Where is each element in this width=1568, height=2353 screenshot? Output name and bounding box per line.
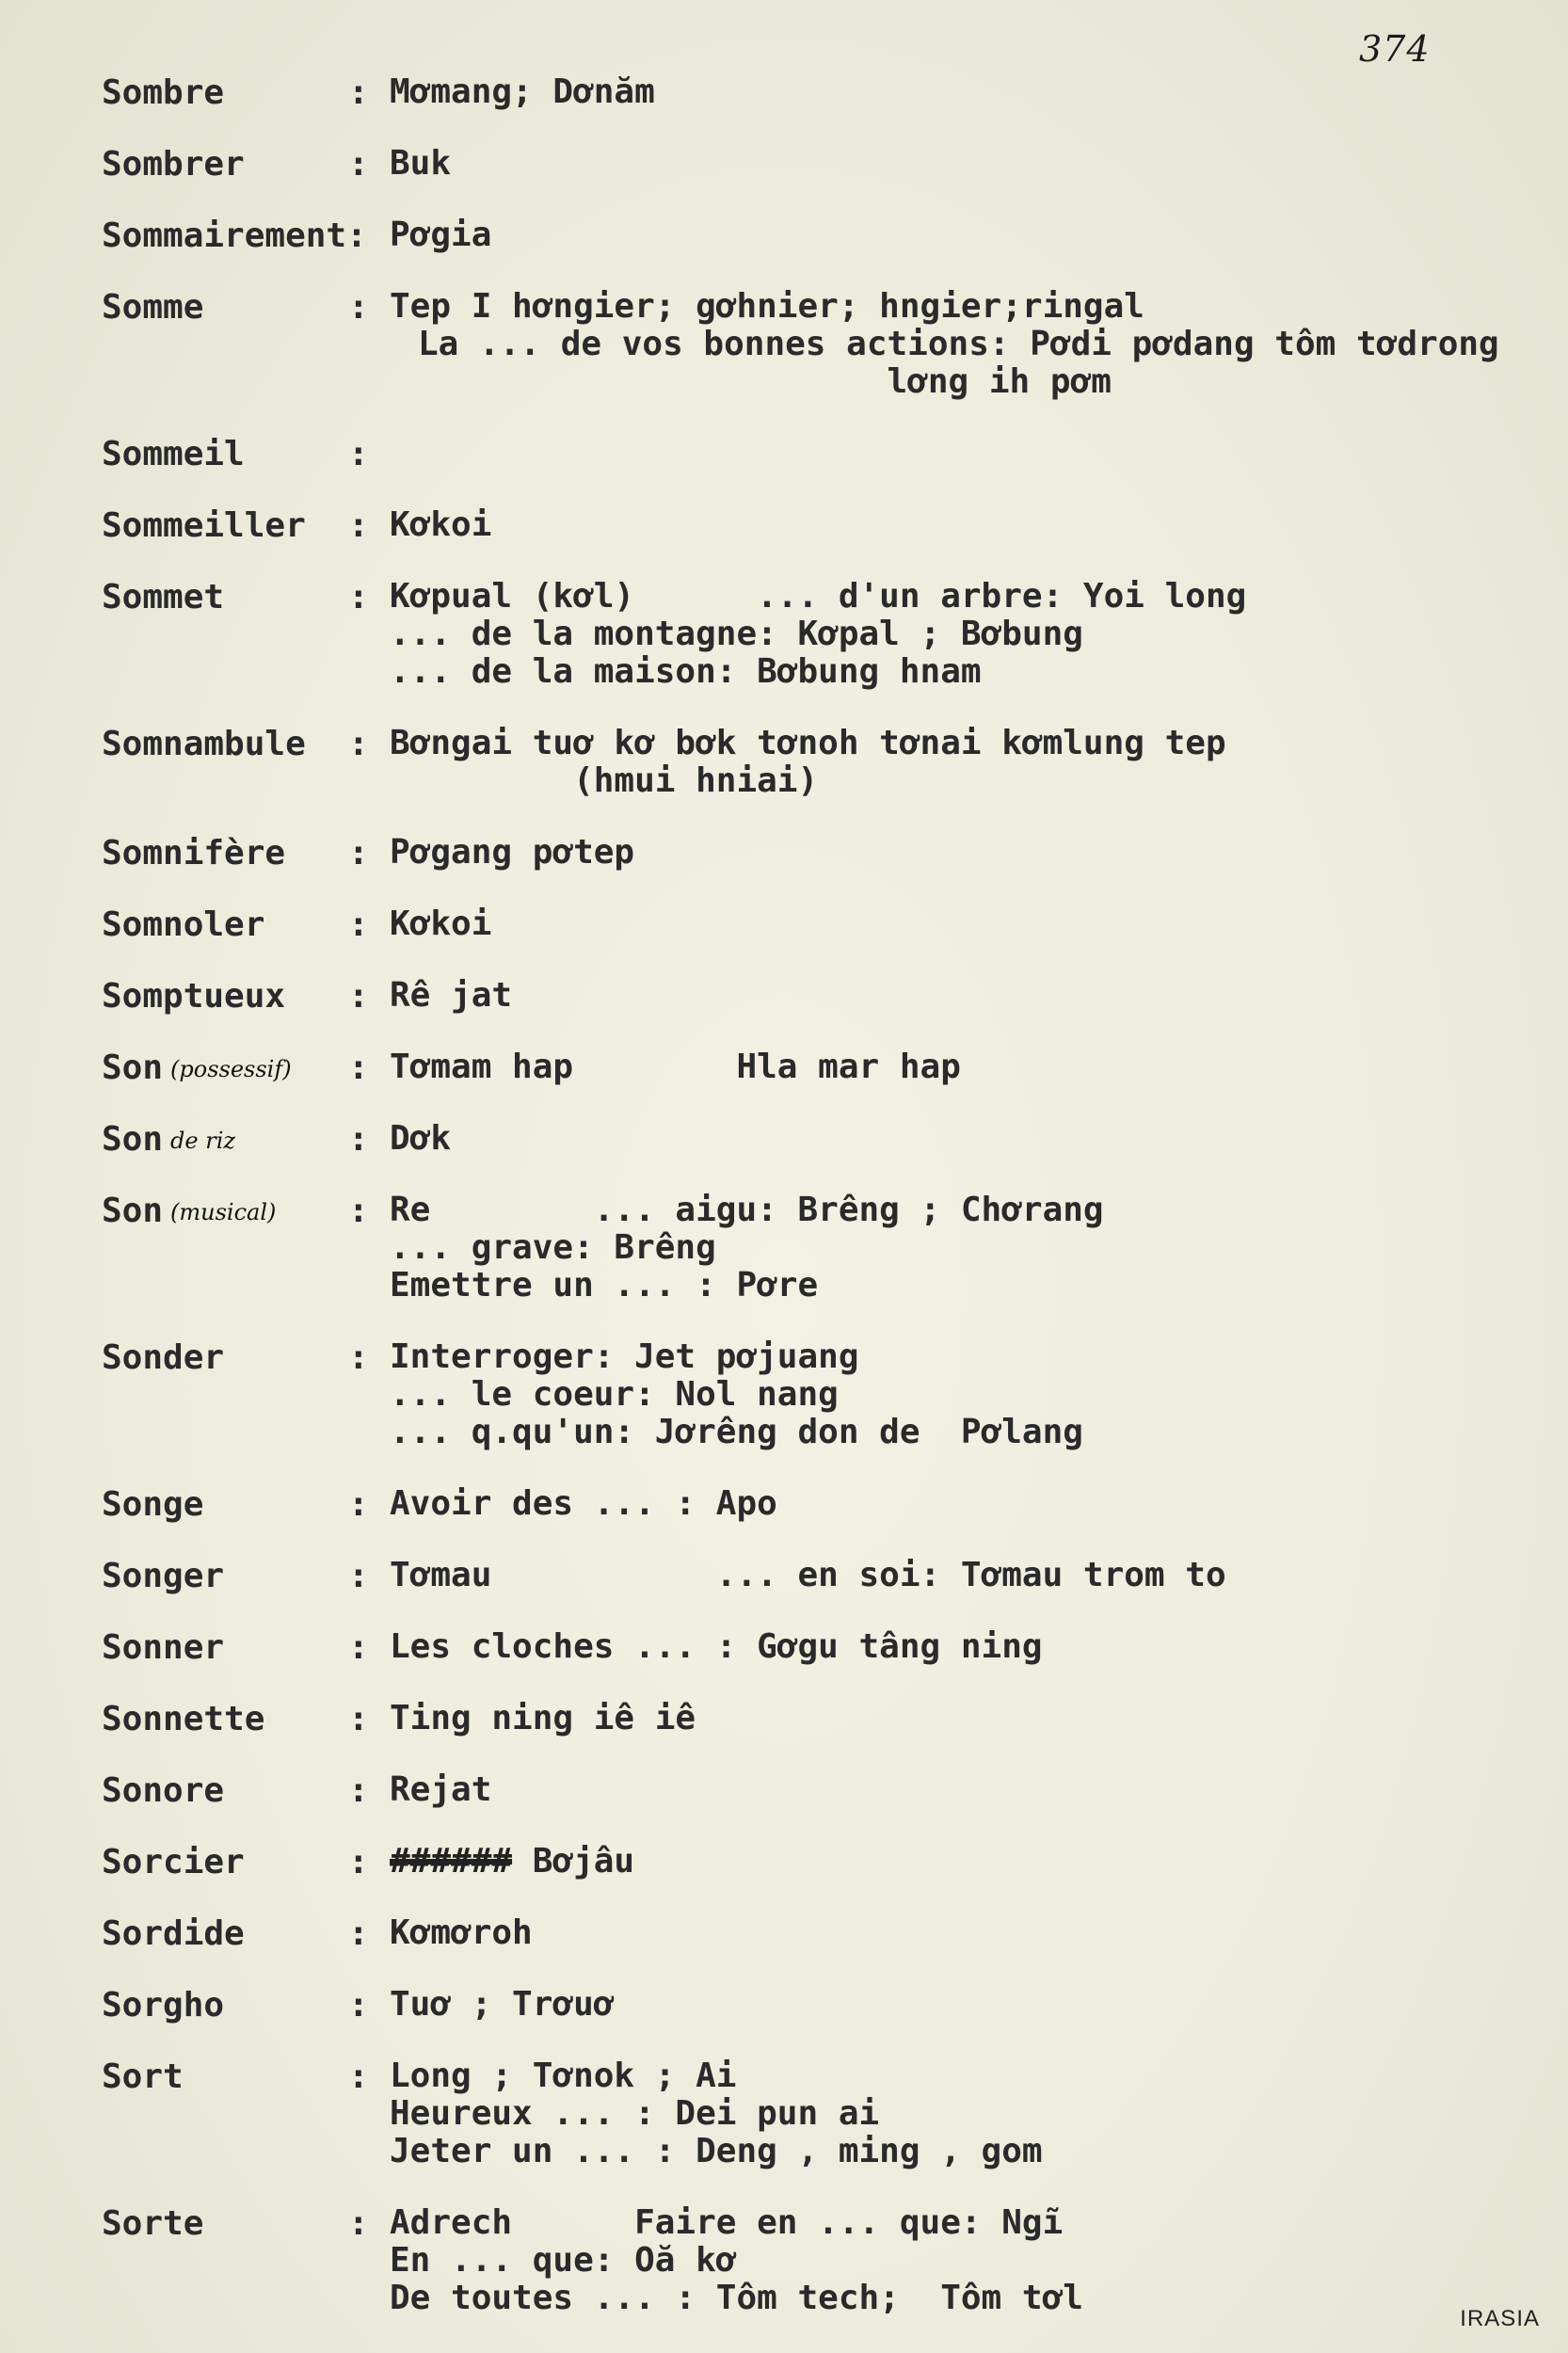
definition-line: Pơgang pơtep: [390, 833, 635, 872]
definition-line: Kơmơroh: [390, 1913, 533, 1952]
definition-line: Jeter un ... : Deng , ming , gom: [390, 2132, 1043, 2170]
definition-line: De toutes ... : Tôm tech; Tôm tơl: [390, 2279, 1083, 2317]
entry-separator: :: [348, 1843, 369, 1881]
entry-separator: :: [348, 1192, 369, 1230]
entry-term-text: Son: [102, 1192, 164, 1230]
dictionary-entry: [102, 1700, 1551, 1737]
entry-term: Sort: [102, 2057, 184, 2096]
entry-term: Songe: [102, 1485, 204, 1524]
definition-line: Emettre un ... : Pơre: [390, 1266, 819, 1305]
entry-term: Somme: [102, 288, 204, 327]
definition-text: Bơjâu: [532, 1842, 635, 1881]
entry-separator: :: [348, 2057, 369, 2096]
page-number: 374: [1359, 28, 1431, 70]
entry-definitions: [390, 834, 1551, 872]
entry-term: Sorte: [102, 2204, 204, 2243]
definition-line: Rê jat: [390, 976, 513, 1015]
definition-line: Heureux ... : Dei pun ai: [390, 2094, 880, 2133]
dictionary-entry: [102, 73, 1551, 111]
entry-term-text: Son: [102, 1120, 164, 1159]
definition-line: La ... de vos bonnes actions: Pơdi pơdang tôm tơdrong: [418, 325, 1499, 363]
entry-definitions: [390, 977, 1551, 1015]
entry-separator: :: [348, 1914, 369, 1953]
definition-line: Long ; Tơnok ; Ai: [390, 2057, 737, 2095]
entry-separator: :: [348, 977, 369, 1016]
entry-separator: :: [348, 506, 369, 545]
entry-term: Sonner: [102, 1628, 225, 1667]
entry-definitions: [390, 2057, 1551, 2170]
dictionary-entry: [102, 1986, 1551, 2024]
dictionary-entries: [102, 73, 1551, 2351]
entry-term: Sommeil: [102, 435, 245, 473]
definition-line: Rejat: [390, 1770, 492, 1809]
entry-separator: :: [348, 1700, 369, 1738]
entry-definitions: [390, 1192, 1551, 1305]
entry-term: Sorcier: [102, 1843, 245, 1881]
entry-term: Sombrer: [102, 145, 245, 184]
entry-separator: :: [348, 905, 369, 944]
entry-definitions: [390, 578, 1551, 691]
dictionary-entry: [102, 1485, 1551, 1523]
entry-definitions: [390, 905, 1551, 943]
definition-line: Les cloches ... : Gơgu tâng ning: [390, 1627, 1043, 1666]
entry-separator: :: [348, 834, 369, 872]
dictionary-entry: [102, 1843, 1551, 1881]
entry-term: [102, 1192, 348, 1230]
dictionary-entry: [102, 435, 1551, 472]
dictionary-entry: [102, 834, 1551, 872]
entry-term: Somnifère: [102, 834, 286, 872]
entry-separator: :: [348, 145, 369, 184]
dictionary-entry: [102, 288, 1551, 401]
entry-separator: :: [348, 1048, 369, 1087]
definition-line: Mơmang; Dơnăm: [390, 72, 655, 111]
entry-term: Sorgho: [102, 1986, 225, 2025]
entry-definitions: [390, 1485, 1551, 1523]
entry-term: Somnoler: [102, 905, 265, 944]
definition-line: lơng ih pơm: [418, 362, 1112, 401]
entry-separator: :: [348, 1628, 369, 1667]
struck-out-text: ######: [390, 1842, 513, 1881]
entry-separator: :: [348, 2204, 369, 2243]
entry-separator: :: [348, 1986, 369, 2025]
definition-line: Avoir des ... : Apo: [390, 1484, 777, 1523]
entry-term-text: Son: [102, 1048, 164, 1087]
dictionary-entry: [102, 1338, 1551, 1451]
dictionary-entry: [102, 1771, 1551, 1809]
entry-term: Somptueux: [102, 977, 286, 1016]
entry-definitions: [390, 1120, 1551, 1158]
dictionary-entry: [102, 2204, 1551, 2317]
handwritten-note: (possessif): [170, 1056, 292, 1082]
entry-separator: :: [348, 1338, 369, 1377]
definition-line: ... le coeur: Nol nang: [390, 1375, 839, 1414]
entry-term: Sommeiller: [102, 506, 306, 545]
handwritten-note: (musical): [170, 1199, 277, 1225]
entry-definitions: [390, 145, 1551, 183]
dictionary-entry: [102, 578, 1551, 691]
dictionary-entry: [102, 506, 1551, 544]
entry-separator: :: [348, 725, 369, 763]
definition-line: ... de la maison: Bơbung hnam: [390, 652, 982, 691]
definition-line: Pơgia: [390, 216, 492, 254]
definition-line: Kơkoi: [390, 904, 492, 943]
entry-definitions: [390, 506, 1551, 544]
dictionary-entry: [102, 1048, 1551, 1086]
entry-term: Sonnette: [102, 1700, 265, 1738]
entry-separator: :: [348, 578, 369, 616]
dictionary-entry: [102, 145, 1551, 183]
handwritten-note: de riz: [170, 1128, 236, 1154]
definition-line: Tuơ ; Trơuơ: [390, 1985, 615, 2024]
entry-definitions: [390, 1628, 1551, 1666]
entry-separator: :: [348, 1120, 369, 1159]
definition-line: Bơngai tuơ kơ bơk tơnoh tơnai kơmlung tep: [390, 724, 1226, 762]
entry-definitions: [390, 1700, 1551, 1737]
entry-separator: :: [348, 73, 369, 112]
definition-line: En ... que: Oă kơ: [390, 2241, 737, 2280]
definition-line: Tơmau ... en soi: Tơmau trom to: [390, 1556, 1226, 1594]
entry-definitions: [390, 1557, 1551, 1594]
entry-separator: :: [348, 1485, 369, 1524]
definition-line: Tơmam hap Hla mar hap: [390, 1048, 961, 1086]
entry-separator: :: [348, 1771, 369, 1810]
entry-term: Sonore: [102, 1771, 225, 1810]
definition-line: Interroger: Jet pơjuang: [390, 1337, 859, 1376]
definition-line: [390, 1843, 1551, 1881]
entry-term: Sonder: [102, 1338, 225, 1377]
definition-line: Ting ning iê iê: [390, 1699, 696, 1737]
entry-definitions: [390, 1048, 1551, 1086]
definition-line: Dơk: [390, 1119, 452, 1158]
entry-definitions: [390, 1843, 1551, 1881]
dictionary-entry: [102, 1557, 1551, 1594]
entry-separator: :: [348, 1557, 369, 1595]
definition-line: Tep I hơngier; gơhnier; hngier;ringal: [390, 287, 1144, 326]
entry-term: [102, 1048, 348, 1087]
definition-line: Kơkoi: [390, 505, 492, 544]
dictionary-entry: [102, 216, 1551, 254]
entry-term: [102, 1120, 348, 1159]
definition-line: ... de la montagne: Kơpal ; Bơbung: [390, 615, 1083, 653]
definition-line: ... q.qu'un: Jơrêng don de Pơlang: [390, 1413, 1083, 1451]
dictionary-entry: [102, 905, 1551, 943]
definition-line: Buk: [390, 144, 452, 183]
dictionary-entry: [102, 977, 1551, 1015]
entry-separator: :: [348, 435, 369, 473]
dictionary-entry: [102, 1914, 1551, 1952]
watermark-label: IRASIA: [1460, 2306, 1540, 2331]
dictionary-entry: [102, 1120, 1551, 1158]
entry-definitions: [390, 1338, 1551, 1451]
entry-term: Sordide: [102, 1914, 245, 1953]
dictionary-entry: [102, 2057, 1551, 2170]
entry-definitions: [390, 1771, 1551, 1809]
dictionary-entry: [102, 1628, 1551, 1666]
dictionary-entry: [102, 1192, 1551, 1305]
definition-line: Re ... aigu: Brêng ; Chơrang: [390, 1191, 1104, 1229]
entry-definitions: [390, 73, 1551, 111]
entry-term: Somnambule: [102, 725, 306, 763]
entry-separator: :: [348, 288, 369, 327]
dictionary-entry: [102, 725, 1551, 800]
definition-line: (hmui hniai): [390, 761, 819, 800]
entry-term: Songer: [102, 1557, 225, 1595]
entry-definitions: [390, 216, 1551, 254]
definition-line: ... grave: Brêng: [390, 1228, 716, 1267]
entry-term: Sombre: [102, 73, 225, 112]
entry-definitions: [390, 725, 1551, 800]
entry-definitions: [390, 2204, 1551, 2317]
entry-term: Sommairement:: [102, 216, 367, 255]
definition-line: Adrech Faire en ... que: Ngĩ: [390, 2203, 1064, 2242]
entry-term: Sommet: [102, 578, 225, 616]
entry-definitions: [390, 288, 1551, 401]
definition-line: Kơpual (kơl) ... d'un arbre: Yoi long: [390, 577, 1247, 616]
entry-definitions: [390, 1986, 1551, 2024]
entry-definitions: [390, 1914, 1551, 1952]
